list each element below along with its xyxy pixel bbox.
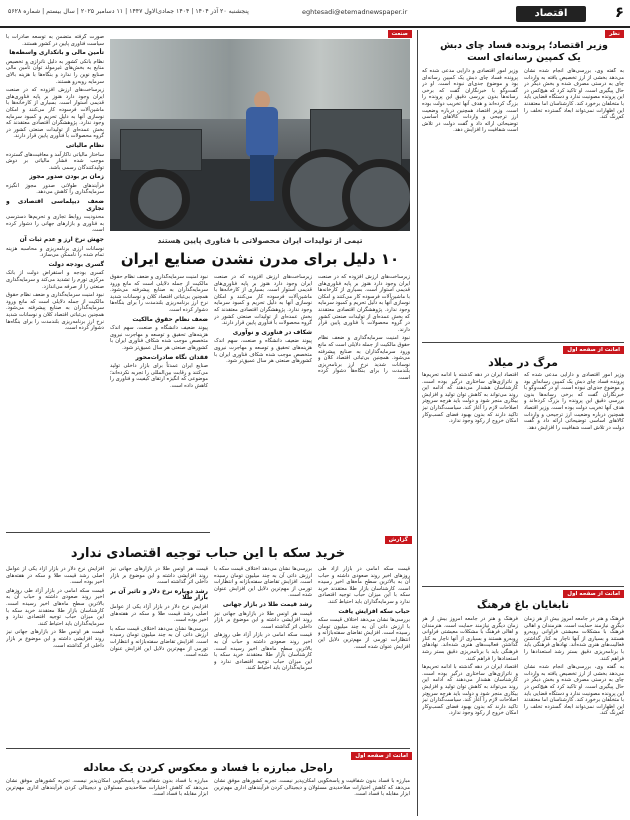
section-tag: امانت از صفحه اول bbox=[351, 752, 412, 760]
paragraph: قیمت هر اونس طلا در بازارهای جهانی نیز روند افزایشی داشته و این موضوع بر بازار داخلی اثر گذاشته است. bbox=[6, 629, 104, 649]
article-column bbox=[110, 274, 208, 528]
paragraph: قیمت هر اونس طلا در بازارهای جهانی نیز روند افزایشی داشته و این موضوع بر بازار داخلی اثر گذاشته است. bbox=[110, 566, 208, 586]
article-column bbox=[524, 616, 624, 814]
article-column bbox=[214, 274, 312, 528]
paragraph: پیوند ضعیف دانشگاه و صنعت، سهم اندک هزینه‌های تحقیق و توسعه و مهاجرت نیروی متخصص موجب شده شکاف فناوری ایران با کشورهای صنعتی هر سال عمیق‌تر شود. bbox=[110, 325, 208, 351]
headline-sekeh: خرید سکه با این حباب توجیه اقتصادی ندارد bbox=[70, 546, 346, 561]
kicker-ten-reasons: تیمی از تولیدات ایران محصولاتی با فناوری پایین هستند bbox=[157, 236, 363, 245]
article-column bbox=[524, 68, 624, 338]
headline-vezir bbox=[424, 40, 624, 64]
machine-shape bbox=[120, 129, 202, 171]
headline-rahehal: راه‌حل مبارزه با فساد و معکوس کردن یک معادله bbox=[83, 762, 333, 774]
headline-marg: مرگ در میلاد bbox=[488, 356, 558, 369]
paragraph: مبارزه با فساد بدون شفافیت و پاسخگویی امکان‌پذیر نیست. تجربه کشورهای موفق نشان می‌دهد که کاهش اختیارات صلاحدیدی مسئولان و دیجیتالی کردن فرآیندهای اداری مهم‌ترین ابزار مقابله با فساد است. bbox=[214, 778, 410, 798]
worker-figure bbox=[242, 91, 282, 201]
headline-line: یک کمپین رسانه‌ای است bbox=[467, 52, 581, 63]
paragraph: زیرساخت‌های ارزش افزوده که در صنعت ایران وجود دارد هنوز بر پایه فناوری‌های قدیمی استوار است. بسیاری از کارخانه‌ها با ماشین‌آلات فرسوده کار می‌کنند و امکان نوسازی آنها به دلیل تحریم و کمبود سرمایه وجود ندارد. پژوهشگران اقتصادی معتقدند که بخش عمده‌ای از تولیدات صنعتی کشور در گروه محصولات با فناوری پایین قرار دارند. bbox=[6, 87, 104, 140]
train-wheel bbox=[130, 169, 190, 229]
paragraph: به گفته وی، بررسی‌های انجام شده نشان می‌دهد بخشی از ارز تخصیص یافته به واردات چای به درستی مصرف شده و بخش دیگر در حال پیگیری است. او تاکید کرد که هیچ‌کس در این پرونده مصونیت ندارد و دستگاه قضایی باید با متخلفان برخورد کند. کارشناسان اما معتقدند این اظهارات نمی‌تواند ابعاد گسترده تخلف را کم‌رنگ کند. bbox=[524, 68, 624, 121]
paragraph: بررسی‌ها نشان می‌دهد اختلاف قیمت سکه با ارزش ذاتی آن به چند میلیون تومان رسیده است. افزایش تقاضای سفته‌بازانه و انتظارات تورمی از مهم‌ترین دلایل این افزایش عنوان شده است. bbox=[318, 617, 410, 650]
section-tag: امانت از صفحه اول bbox=[563, 590, 624, 598]
email-address[interactable]: eghtesadi@etemadnewspaper.ir bbox=[302, 8, 408, 16]
paragraph: اقتصاد ایران در دهه گذشته با ادامه تحریم‌ها و ناترازی‌های ساختاری درگیر بوده است. کارشناسان هشدار می‌دهند که ادامه این روند می‌تواند به کاهش توان تولید و افزایش بیکاری منجر شود و دولت باید هرچه سریع‌تر اصلاحات لازم را آغاز کند. سیاست‌گذاران نیز تاکید دارند که بدون بهبود فضای کسب‌وکار امکان خروج از رکود وجود ندارد. bbox=[422, 372, 518, 425]
divider bbox=[422, 586, 624, 587]
article-column bbox=[318, 566, 410, 744]
page-header bbox=[0, 0, 630, 28]
paragraph: محدودیت روابط تجاری و تحریم‌ها دسترسی به فناوری و بازارهای جهانی را دشوار کرده است. bbox=[6, 214, 104, 234]
subheading: جهش نرخ ارز و عدم ثبات آن bbox=[19, 236, 104, 244]
section-tag: نظر bbox=[605, 30, 624, 38]
section-label: اقتصاد bbox=[516, 6, 586, 22]
subheading: تأمین مالی و بانکداری واسطه‌ها bbox=[9, 49, 104, 57]
paragraph: نبود امنیت سرمایه‌گذاری و ضعف نظام حقوق مالکیت از جمله دلایلی است که مانع ورود سرمایه‌گذاران به صنایع پیشرفته می‌شود. همچنین بی‌ثباتی اقتصاد کلان و نوسانات شدید نرخ ارز برنامه‌ریزی بلندمدت را برای بنگاه‌ها دشوار کرده است. bbox=[6, 292, 104, 332]
article-column bbox=[422, 616, 518, 814]
date-line: پنجشنبه ۲۰ آذر ۱۴۰۴ | ۱۴۰۴ جمادی‌الاول ۱۴۴۷ | ۱۱ دسامبر ۲۰۲۵ | سال بیستم | شماره ۵۶۲۸ bbox=[8, 8, 249, 15]
paragraph: قیمت سکه امامی در بازار آزاد طی روزهای اخیر روند صعودی داشته و حباب آن به بالاترین سطح ماه‌های اخیر رسیده است. کارشناسان بازار طلا معتقدند خرید سکه با این میزان حباب توجیه اقتصادی ندارد و سرمایه‌گذاران باید احتیاط کنند. bbox=[318, 566, 410, 605]
subheading: فقدان نگاه صادرات‌محور bbox=[135, 353, 208, 361]
paragraph: اقتصاد ایران در دهه گذشته با ادامه تحریم‌ها و ناترازی‌های ساختاری درگیر بوده است. کارشناسان هشدار می‌دهند که ادامه این روند می‌تواند به کاهش توان تولید و افزایش بیکاری منجر شود و دولت باید هرچه سریع‌تر اصلاحات لازم را آغاز کند. سیاست‌گذاران نیز تاکید دارند که بدون بهبود فضای کسب‌وکار امکان خروج از رکود وجود ندارد. bbox=[422, 664, 518, 717]
section-tag: صنعت bbox=[388, 30, 413, 38]
divider bbox=[6, 748, 410, 749]
divider bbox=[422, 342, 624, 343]
paragraph: کسری بودجه و استقراض دولت از بانک مرکزی تورم را تشدید می‌کند و سرمایه‌گذاری صنعتی را از صرفه می‌اندازد. bbox=[6, 270, 104, 290]
article-column bbox=[422, 372, 518, 572]
paragraph: بررسی‌ها نشان می‌دهد اختلاف قیمت سکه با ارزش ذاتی آن به چند میلیون تومان رسیده است. افزایش تقاضای سفته‌بازانه و انتظارات تورمی از مهم‌ترین دلایل این افزایش عنوان شده است. bbox=[110, 625, 208, 659]
paragraph: ساختار مالیاتی ناکارآمد و معافیت‌های گسترده موجب شده فشار مالیاتی بر دوش تولیدکنندگان رسمی باشد. bbox=[6, 151, 104, 171]
column-divider bbox=[417, 30, 418, 816]
headline-line: وزیر اقتصاد؛ پرونده فساد چای دبش bbox=[440, 40, 608, 51]
divider bbox=[6, 532, 210, 533]
paragraph: افزایش نرخ دلار در بازار آزاد یکی از عوامل اصلی رشد قیمت طلا و سکه در هفته‌های اخیر بوده است. bbox=[6, 566, 104, 586]
worker-legs bbox=[250, 155, 274, 201]
paragraph: فرهنگ و هنر در جامعه امروز بیش از هر زمان دیگری نیازمند حمایت است. هنرمندان و اهالی فرهنگ با مشکلات معیشتی فراوانی روبه‌رو هستند و بسیاری از آنها ناچار به کنار گذاشتن فعالیت‌های هنری شده‌اند. نهادهای فرهنگی باید با برنامه‌ریزی دقیق بستر رشد استعدادها را فراهم کنند. bbox=[524, 616, 624, 662]
subheading: رشد قیمت طلا در بازار جهانی bbox=[222, 600, 312, 608]
article-column bbox=[6, 34, 104, 528]
section-tag: گزارش bbox=[385, 536, 412, 544]
article-column bbox=[6, 566, 104, 744]
paragraph: قیمت هر اونس طلا در بازارهای جهانی نیز روند افزایشی داشته و این موضوع بر بازار داخلی اثر گذاشته است. bbox=[214, 610, 312, 630]
subheading: ضعف دیپلماسی اقتصادی و تجاری bbox=[6, 198, 104, 212]
paragraph: نبود امنیت سرمایه‌گذاری و ضعف نظام حقوق مالکیت از جمله دلایلی است که مانع ورود سرمایه‌گذاران به صنایع پیشرفته می‌شود. همچنین بی‌ثباتی اقتصاد کلان و نوسانات شدید نرخ ارز برنامه‌ریزی بلندمدت را برای بنگاه‌ها دشوار کرده است. bbox=[318, 335, 410, 381]
headline-ten-reasons: ۱۰ دلیل برای مدرن نشدن صنایع ایران bbox=[120, 250, 400, 268]
paragraph: قیمت سکه امامی در بازار آزاد طی روزهای اخیر روند صعودی داشته و حباب آن به بالاترین سطح ماه‌های اخیر رسیده است. کارشناسان بازار طلا معتقدند خرید سکه با این میزان حباب توجیه اقتصادی ندارد و سرمایه‌گذاران باید احتیاط کنند. bbox=[214, 632, 312, 672]
article-column bbox=[422, 68, 518, 338]
paragraph: به گفته وی، بررسی‌های انجام شده نشان می‌دهد بخشی از ارز تخصیص یافته به واردات چای به درستی مصرف شده و بخش دیگر در حال پیگیری است. او تاکید کرد که هیچ‌کس در این پرونده مصونیت ندارد و دستگاه قضایی باید با متخلفان برخورد کند. کارشناسان اما معتقدند این اظهارات نمی‌تواند ابعاد گسترده تخلف را کم‌رنگ کند. bbox=[524, 664, 624, 717]
paragraph: صنایع ایران عمدتاً برای بازار داخلی تولید می‌کنند و رقابت بین‌المللی را تجربه نکرده‌اند؛ موضوعی که انگیزه ارتقای کیفیت و فناوری را کاهش داده است. bbox=[110, 363, 208, 389]
factory-photo bbox=[110, 39, 410, 231]
paragraph: مبارزه با فساد بدون شفافیت و پاسخگویی امکان‌پذیر نیست. تجربه کشورهای موفق نشان می‌دهد که کاهش اختیارات صلاحدیدی مسئولان و دیجیتالی کردن فرآیندهای اداری مهم‌ترین ابزار مقابله با فساد است. bbox=[6, 778, 208, 798]
article-column bbox=[524, 372, 624, 572]
paragraph: قیمت سکه امامی در بازار آزاد طی روزهای اخیر روند صعودی داشته و حباب آن به بالاترین سطح ماه‌های اخیر رسیده است. کارشناسان بازار طلا معتقدند خرید سکه با این میزان حباب توجیه اقتصادی ندارد و سرمایه‌گذاران باید احتیاط کنند. bbox=[6, 587, 104, 627]
subheading: نظام مالیاتی bbox=[65, 141, 104, 149]
subheading: گسری بودجه دولت bbox=[48, 260, 104, 268]
section-tag: امانت از صفحه اول bbox=[563, 346, 624, 354]
headline-nabaghian: نابغایان باغ فرهنگ bbox=[476, 600, 570, 611]
paragraph: فرآیندهای طولانی صدور مجوز انگیزه سرمایه‌گذاری را کاهش می‌دهد. bbox=[6, 182, 104, 196]
paragraph: نظام بانکی کشور به دلیل ناترازی و تخصیص منابع به بخش‌های غیرمولد توان تأمین مالی صنایع نوین را ندارد و بنگاه‌ها با هزینه بالای سرمایه روبه‌رو هستند. bbox=[6, 58, 104, 85]
paragraph: بررسی‌ها نشان می‌دهد اختلاف قیمت سکه با ارزش ذاتی آن به چند میلیون تومان رسیده است. افزایش تقاضای سفته‌بازانه و انتظارات تورمی از مهم‌ترین دلایل این افزایش عنوان شده است. bbox=[214, 566, 312, 599]
page-number: ۶ bbox=[614, 3, 624, 21]
paragraph: پیوند ضعیف دانشگاه و صنعت، سهم اندک هزینه‌های تحقیق و توسعه و مهاجرت نیروی متخصص موجب شده شکاف فناوری ایران با کشورهای صنعتی هر سال عمیق‌تر شود. bbox=[214, 338, 312, 365]
paragraph: افزایش نرخ دلار در بازار آزاد یکی از عوامل اصلی رشد قیمت طلا و سکه در هفته‌های اخیر بوده است. bbox=[110, 603, 208, 624]
article-column bbox=[110, 566, 208, 744]
paragraph: وزیر امور اقتصادی و دارایی مدعی شده که پرونده فساد چای دبش یک کمپین رسانه‌ای بود و موضوع جدی‌ای نبوده است. او در گفت‌وگو با خبرنگاران گفت که برخی رسانه‌ها بدون بررسی دقیق این پرونده را بزرگ کرده‌اند و هدف آنها تخریب دولت بوده است. وزیر اقتصاد همچنین درباره وضعیت ارز ترجیحی و واردات کالاهای اساسی توضیحاتی ارائه داد و گفت دولت در تلاش است شفافیت را افزایش دهد. bbox=[524, 372, 624, 431]
worker-body bbox=[246, 107, 278, 157]
paragraph: فرهنگ و هنر در جامعه امروز بیش از هر زمان دیگری نیازمند حمایت است. هنرمندان و اهالی فرهنگ با مشکلات معیشتی فراوانی روبه‌رو هستند و بسیاری از آنها ناچار به کنار گذاشتن فعالیت‌های هنری شده‌اند. نهادهای فرهنگی باید با برنامه‌ریزی دقیق بستر رشد استعدادها را فراهم کنند. bbox=[422, 616, 518, 662]
article-column bbox=[214, 778, 410, 816]
subheading: حباب سکه افزایش یافت bbox=[338, 607, 410, 615]
article-column bbox=[318, 274, 410, 528]
paragraph: وزیر امور اقتصادی و دارایی مدعی شده که پرونده فساد چای دبش یک کمپین رسانه‌ای بود و موضوع جدی‌ای نبوده است. او در گفت‌وگو با خبرنگاران گفت که برخی رسانه‌ها بدون بررسی دقیق این پرونده را بزرگ کرده‌اند و هدف آنها تخریب دولت بوده است. وزیر اقتصاد همچنین درباره وضعیت ارز ترجیحی و واردات کالاهای اساسی توضیحاتی ارائه داد و گفت دولت در تلاش است شفافیت را افزایش دهد. bbox=[422, 68, 518, 134]
subheading: ضعف نظام حقوق مالکیت bbox=[132, 315, 208, 323]
article-column bbox=[214, 566, 312, 744]
paragraph: نوسانات ارزی برنامه‌ریزی و محاسبه هزینه تمام شده را ناممکن می‌سازد. bbox=[6, 245, 104, 259]
paragraph: زیرساخت‌های ارزش افزوده که در صنعت ایران وجود دارد هنوز بر پایه فناوری‌های قدیمی استوار است. بسیاری از کارخانه‌ها با ماشین‌آلات فرسوده کار می‌کنند و امکان نوسازی آنها به دلیل تحریم و کمبود سرمایه وجود ندارد. پژوهشگران اقتصادی معتقدند که بخش عمده‌ای از تولیدات صنعتی کشور در گروه محصولات با فناوری پایین قرار دارند. bbox=[318, 274, 410, 333]
paragraph: نبود امنیت سرمایه‌گذاری و ضعف نظام حقوق مالکیت از جمله دلایلی است که مانع ورود سرمایه‌گذاران به صنایع پیشرفته می‌شود. همچنین بی‌ثباتی اقتصاد کلان و نوسانات شدید نرخ ارز برنامه‌ریزی بلندمدت را برای بنگاه‌ها دشوار کرده است. bbox=[110, 274, 208, 313]
paragraph: زیرساخت‌های ارزش افزوده که در صنعت ایران وجود دارد هنوز بر پایه فناوری‌های قدیمی استوار است. بسیاری از کارخانه‌ها با ماشین‌آلات فرسوده کار می‌کنند و امکان نوسازی آنها به دلیل تحریم و کمبود سرمایه وجود ندارد. پژوهشگران اقتصادی معتقدند که بخش عمده‌ای از تولیدات صنعتی کشور در گروه محصولات با فناوری پایین قرار دارند. bbox=[214, 274, 312, 327]
train-wheel bbox=[342, 159, 410, 231]
subheading: شکاف در فناوری و نوآوری bbox=[232, 328, 312, 336]
paragraph: صورت گرفته متضمن به توسعه صادرات با سیاست فناوری پایین در کشور هستند. bbox=[6, 34, 104, 47]
subheading: زمان بر بودن صدور مجوز bbox=[29, 173, 104, 181]
article-column bbox=[6, 778, 208, 816]
subheading: رشد دوباره نرخ دلار و تاثیر آن بر بازار طلا bbox=[110, 587, 208, 602]
